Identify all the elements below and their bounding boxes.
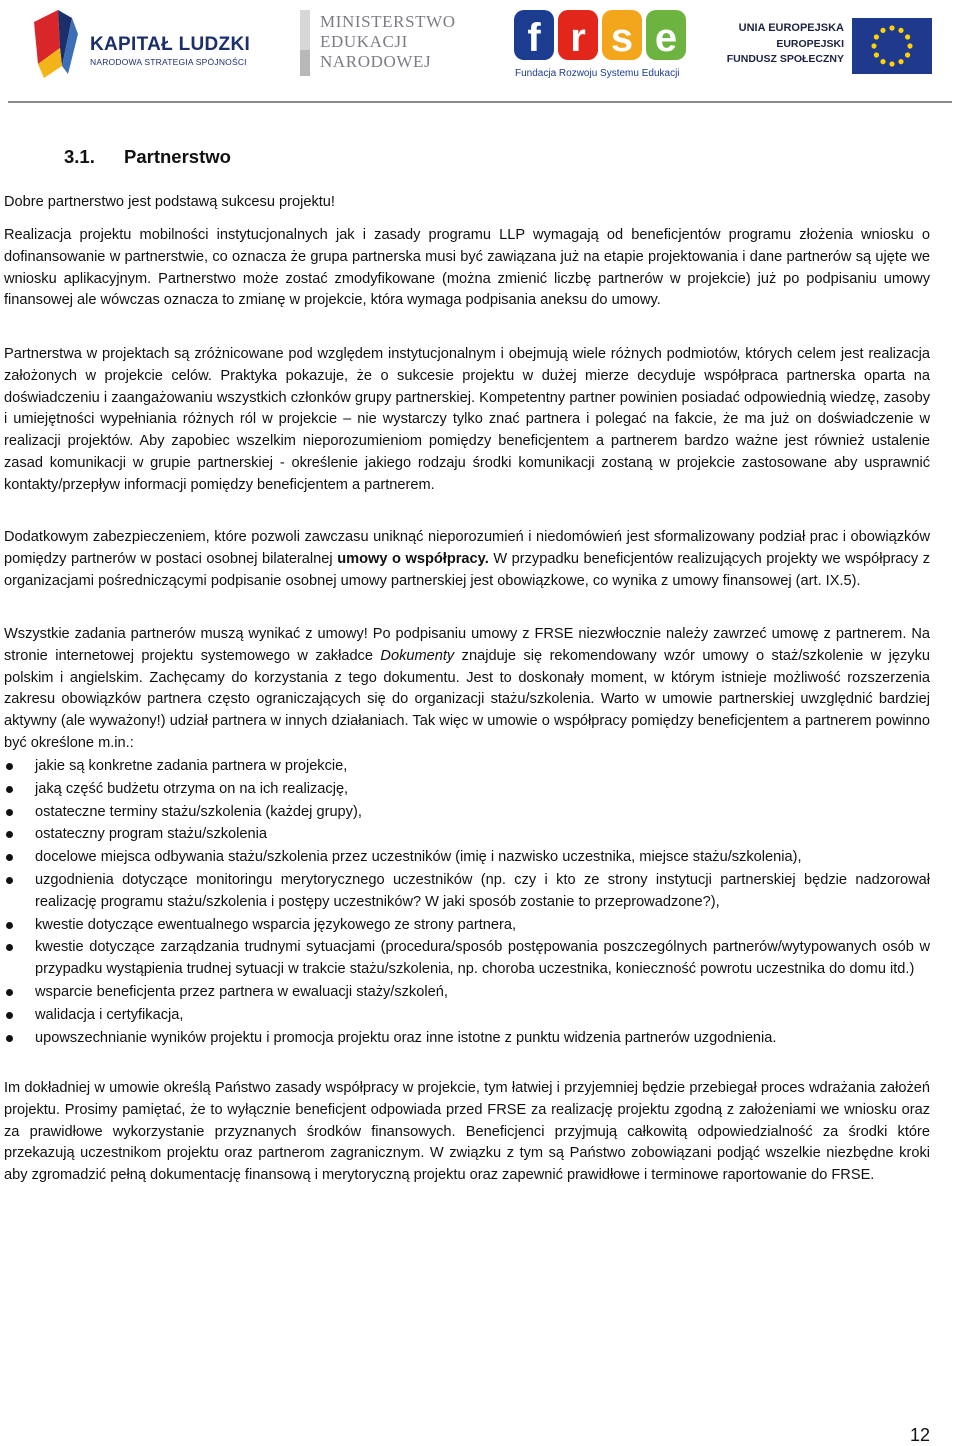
bullet-icon — [6, 877, 13, 884]
list-item-text: jaką część budżetu otrzyma on na ich realizację, — [35, 780, 349, 797]
eu-flag-icon — [852, 18, 932, 74]
bullet-icon — [6, 989, 13, 996]
men-line-1: MINISTERSTWO — [320, 12, 456, 31]
bullet-icon — [6, 922, 13, 929]
paragraph-realizacja: Realizacja projektu mobilności instytucjonalnych jak i zasady programu LLP wymagają od beneficjentów programu złożenia wniosku o dofinansowanie w partnerstwie, co oznacza że grupa partnerska musi być zawiązana już na etapie projektowania i dane partnerów są ujęte we wniosku aplikacyjnym. Partnerstwo może zostać zmodyfikowane (można zmienić liczbę partnerów w projekcie) już po podpisaniu umowy finansowej ale wówczas oznacza to zmianę w projekcie, która wymaga podpisania aneksu do umowy. — [4, 227, 930, 309]
kapital-ludzki-title: KAPITAŁ LUDZKI — [90, 34, 251, 55]
list-item-text: jakie są konkretne zadania partnera w projekcie, — [35, 758, 348, 774]
svg-text:e: e — [654, 16, 678, 60]
list-item — [4, 847, 930, 869]
bullet-icon — [6, 944, 13, 951]
list-item-text: docelowe miejsca odbywania stażu/szkolenia przez uczestników (imię i nazwisko uczestnika, miejsce stażu/szkolenia), — [35, 849, 802, 866]
list-item — [4, 779, 930, 801]
paragraph-zadania-text-2: znajduje się rekomendowany wzór umowy o staż/szkolenie w języku polskim i angielskim. Zachęcamy do korzystania z tego dokumentu. Jest to doskonały moment, w którym istnieje możliwość rozszerzenia zakresu obowiązków partnera często ograniczających się do organizacji stażu/szkolenia. Warto w umowie partnerskiej uwzględnić bardziej aktywny (ale wyważony!) udział partnera w innych działaniach. Tak więc w umowie o współpracy pomiędzy beneficjentem a partnerem powinno być określone m.in.: — [4, 647, 931, 751]
list-item — [4, 1028, 930, 1050]
paragraph-dodatkowym-text-1: Dodatkowym zabezpieczeniem, które pozwoli zawczasu uniknąć nieporozumień i niedomówień jest sformalizowany podział prac i obowiązków pomiędzy partnerów w postaci osobnej bilateralnej — [4, 529, 930, 567]
kapital-ludzki-logo — [28, 4, 280, 84]
list-item-text: kwestie dotyczące zarządzania trudnymi sytuacjami (procedura/sposób postępowania poszczególnych partnerów/wytypowanych osób w przypadku wystąpienia trudnej sytuacji w trakcie stażu/szkolenia, np. choroba uczestnika, konieczność powrotu uczestnika do domu itd.) — [35, 939, 930, 978]
frse-subtitle: Fundacja Rozwoju Systemu Edukacji — [515, 68, 680, 79]
list-item — [4, 870, 930, 914]
bullet-icon — [6, 1012, 13, 1019]
men-line-2: EDUKACJI — [320, 32, 408, 51]
paragraph-zadania — [4, 624, 930, 755]
list-item-text: kwestie dotyczące ewentualnego wsparcia językowego ze strony partnera, — [35, 916, 517, 933]
svg-text:f: f — [527, 16, 541, 60]
logo-header — [0, 0, 960, 108]
section-title: Partnerstwo — [124, 146, 231, 167]
list-item-text: ostateczny program stażu/szkolenia — [35, 826, 267, 843]
list-item — [4, 915, 930, 937]
section-heading — [64, 146, 231, 168]
men-bar-icon — [296, 10, 316, 80]
list-item-text: walidacja i certyfikacja, — [35, 1006, 184, 1023]
kapital-ludzki-subtitle: NARODOWA STRATEGIA SPÓJNOŚCI — [90, 57, 247, 67]
bullet-icon — [6, 854, 13, 861]
list-item-text: ostateczne terminy stażu/szkolenia (każdej grupy), — [35, 803, 362, 820]
frse-wordmark-icon — [512, 6, 692, 66]
list-item — [4, 937, 930, 981]
bullet-icon — [6, 786, 13, 793]
paragraph-intro: Dobre partnerstwo jest podstawą sukcesu projektu! — [4, 194, 335, 210]
men-logo — [296, 6, 466, 86]
list-item — [4, 756, 930, 778]
svg-text:s: s — [610, 16, 634, 60]
paragraph-dodatkowym-text-2: W przypadku beneficjentów realizujących projekty we współpracy z organizacjami pośredniczącymi podpisanie osobnej umowy partnerskiej jest obowiązkowe, co wynika z umowy finansowej (art. IX.5). — [4, 550, 930, 589]
list-item — [4, 1005, 930, 1027]
paragraph-partnerstwa: Partnerstwa w projektach są zróżnicowane pod względem instytucjonalnym i obejmują wiele różnych podmiotów, których celem jest realizacja założonych w projekcie celów. Praktyka pokazuje, że o sukcesie projektu w dużej mierze decyduje współpraca partnerska oparta na doświadczeniu i zaangażowaniu wszystkich członków grupy partnerskiej. Kompetentny partner powinien posiadać odpowiednią wiedzę, zasoby i umiejętności wypełniania różnych ról w projekcie – nie wystarczy tylko znać partnera i polegać na fakcie, że ma już on doświadczenie w realizacji projektów. Aby zapobiec wszelkim nieporozumieniom pomiędzy beneficjentem a partnerem bardzo ważne jest również ustalenie zasad komunikacji w grupie partnerskiej - określenie jakiego rodzaju środki komunikacji zostaną w projekcie zastosowane aby usprawnić kontakty/przepływ informacji pomiędzy beneficjentem a partnerem. — [4, 346, 930, 493]
list-item — [4, 982, 930, 1004]
dokumenty-emphasis: Dokumenty — [380, 647, 455, 664]
paragraph-dodatkowym — [4, 527, 930, 592]
eu-line-1: UNIA EUROPEJSKA — [738, 22, 844, 34]
section-number: 3.1. — [64, 146, 95, 167]
page-number: 12 — [909, 1425, 930, 1445]
bullet-icon — [6, 1035, 13, 1042]
frse-logo — [512, 6, 702, 88]
eu-logo — [726, 18, 932, 80]
svg-text:r: r — [570, 16, 586, 60]
bullet-icon — [6, 763, 13, 770]
paragraph-zadania-text-1: Wszystkie zadania partnerów muszą wynikać z umowy! Po podpisaniu umowy z FRSE niezwłocznie należy zawrzeć umowę z partnerem. Na stronie internetowej projektu systemowego w zakładce — [4, 626, 930, 664]
bullet-icon — [6, 809, 13, 816]
umowa-wspolpracy-emphasis: umowy o współpracy. — [337, 550, 489, 567]
umowa-scope-list — [4, 756, 930, 1050]
list-item — [4, 824, 930, 846]
list-item-text: wsparcie beneficjenta przez partnera w ewaluacji staży/szkoleń, — [35, 983, 448, 1000]
list-item-text: uzgodnienia dotyczące monitoringu merytorycznego uczestników (np. czy i kto ze strony instytucji partnerskiej będzie nadzorował realizację programu stażu/szkolenia i postępy uczestników? W jaki sposób zostanie to przeprowadzone?), — [35, 871, 930, 910]
list-item — [4, 802, 930, 824]
header-divider — [8, 101, 952, 103]
kapital-ludzki-emblem-icon — [28, 4, 88, 84]
eu-line-2: EUROPEJSKI — [776, 38, 844, 50]
eu-line-3: FUNDUSZ SPOŁECZNY — [726, 53, 844, 65]
bullet-icon — [6, 831, 13, 838]
paragraph-im-dokladniej: Im dokładniej w umowie określą Państwo zasady współpracy w projekcie, tym łatwiej i przyjemniej będzie przebiegał proces wdrażania założeń projektu. Prosimy pamiętać, że to wyłącznie beneficjent odpowiada przed FRSE za realizację projektu zgodną z założeniami we wniosku oraz za prawidłowe wykorzystanie przyznanych środków finansowych. Beneficjenci przyjmują całkowitą odpowiedzialność za środki które przekazują uczestnikom projektu oraz partnerom zagranicznym. W związku z tym są Państwo zobowiązani podjąć wszelkie niezbędne kroki aby zgromadzić pełną dokumentację finansową i merytoryczną projektu oraz zapewnić prawidłowe i terminowe raportowanie do FRSE. — [4, 1080, 930, 1184]
list-item-text: upowszechnianie wyników projektu i promocja projektu oraz inne istotne z punktu widzenia partnerów uzgodnienia. — [35, 1029, 777, 1046]
men-line-3: NARODOWEJ — [320, 52, 432, 71]
